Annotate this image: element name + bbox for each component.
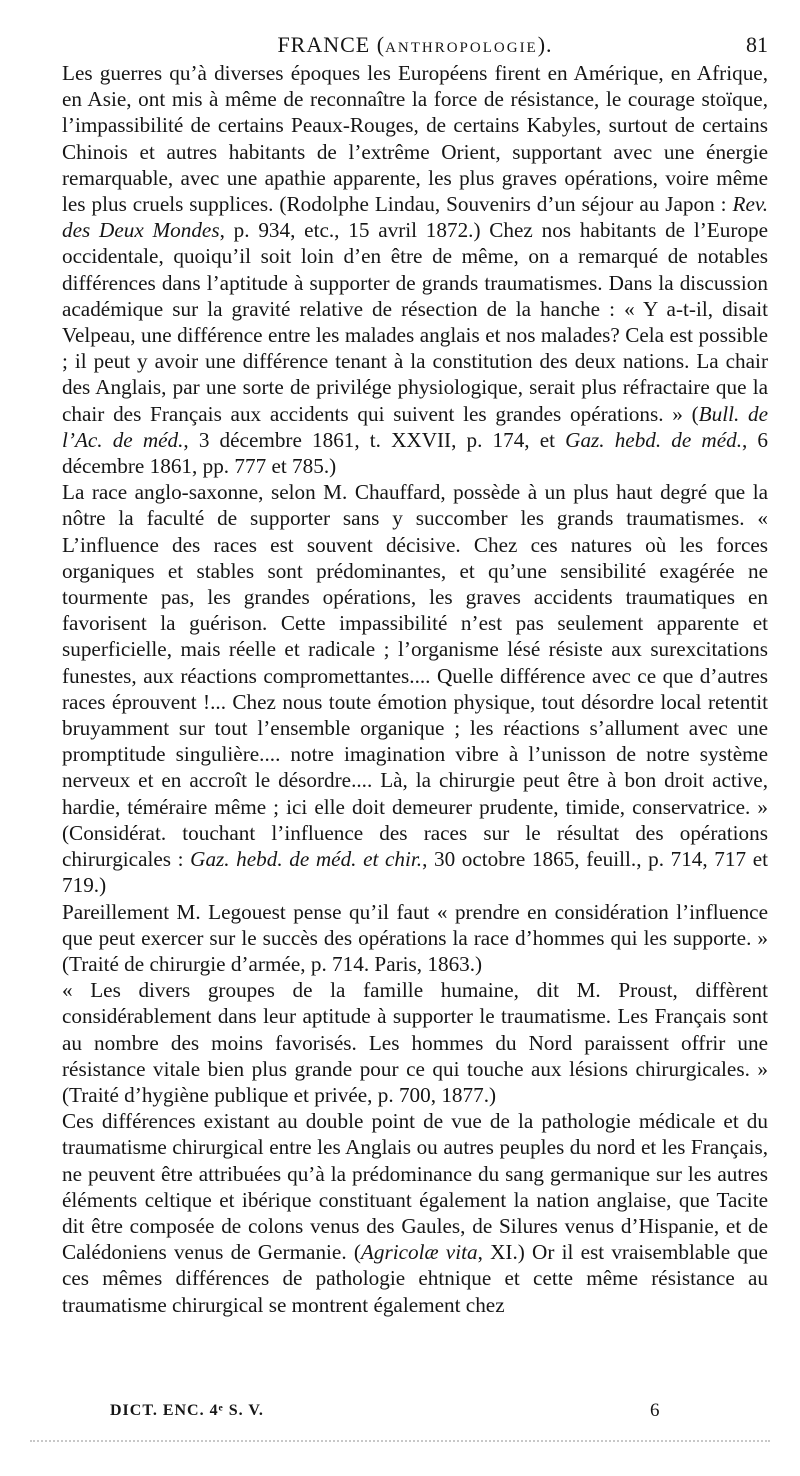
sheet-number: 6 — [650, 1400, 660, 1421]
running-title — [62, 30, 768, 63]
text-run: , 6 décembre 1861, pp. 777 et 785.) — [62, 427, 769, 479]
italic-citation: Gaz. hebd. de méd. et chir. — [190, 847, 423, 872]
italic-citation: Rev. des Deux Mondes — [62, 192, 768, 243]
page-number: 81 — [746, 32, 768, 57]
italic-citation: Gaz. hebd. de méd. — [565, 427, 743, 452]
running-header — [62, 30, 768, 60]
text-run: , 30 octobre 1865, feuill., p. 714, 717 et 719.) — [62, 847, 768, 898]
text-run: Les guerres qu’à diverses époques les Européens firent en Amérique, en Afrique, en Asie, ont mis à même de reconnaître la force de résistance, le courage stoïque, l’impassibilité de certains Peaux-Rouges, de certains Kabyles, surtout de certains Chinois et autres habitants de l’extrême Orient, supportant avec une énergie remarquable, avec une apathie apparente, les plus graves opérations, voire même les plus cruels supplices. (Rodolphe Lindau, Souvenirs d’un séjour au Japon : — [62, 61, 768, 217]
text-run: « Les divers groupes de la famille humaine, dit M. Proust, diffèrent considérablement dans leur aptitude à supporter le traumatisme. Les Français sont au nombre des moins favorisés. Les hommes du Nord paraissent offrir une résistance vitale bien plus grande pour ce qui touche aux lésions chirurgicales. » (Traité d’hygiène publique et privée, p. 700, 1877.) — [62, 978, 768, 1107]
body-text — [62, 60, 768, 1318]
bleed-through-line — [30, 1440, 770, 1442]
text-run: La race anglo-saxonne, selon M. Chauffard, possède à un plus haut degré que la nôtre la faculté de supporter sans y succomber les grands traumatismes. « L’influence des races est souvent décisive. Chez ces natures où les forces organiques et stables sont prédominantes, et qu’une sensibilité exagérée ne tourmente pas, les grandes opérations, les graves accidents traumatiques en favorisent la guérison. Cette impassibilité n’est pas seulement apparente et superficielle, mais réelle et radicale ; l’organisme lésé résiste aux surexcitations funestes, aux réactions compromettantes.... Quelle différence avec ce que d’autres races éprouvent !... Chez nous toute émotion physique, tout désordre local retentit bruyamment sur tout l’ensemble organique ; les réactions s’allument avec une promptitude singulière.... notre imagination vibre à l’unisson de notre système nerveux et en accroît le désordre.... Là, la chirurgie peut être à bon droit active, hardie, téméraire même ; ici elle doit demeurer prudente, timide, conservatrice. » (Considérat. touchant l’influence des races sur le résultat des opérations chirurgicales : — [62, 480, 768, 872]
signature-mark: DICT. ENC. 4ᵉ S. V. — [110, 1402, 264, 1419]
text-run: Ces différences existant au double point de vue de la pathologie médicale et du traumatisme chirurgical entre les Anglais ou autres peuples du nord et les Français, ne peuvent être attribuées qu’à la prédominance du sang germanique sur les autres éléments celtique et ibérique constituant également la nation anglaise, que Tacite dit être composée de colons venus des Gaules, de Silures venus d’Hispanie, et de Calédoniens venus de Germanie. ( — [62, 1109, 768, 1265]
running-title-end: ). — [537, 32, 553, 57]
page-footer — [62, 1398, 768, 1424]
paragraph — [62, 479, 768, 898]
text-run: , 3 décembre 1861, t. XXVII, p. 174, et — [183, 427, 566, 452]
text-run: Pareillement M. Legouest pense qu’il faut « prendre en considération l’influence que peut exercer sur le succès des opérations la race d’hommes qui les supporte. » (Traité de chirurgie d’armée, p. 714. Paris, 1863.) — [62, 899, 768, 976]
paragraph — [62, 899, 768, 978]
text-run: , p. 934, etc., 15 avril 1872.) Chez nos habitants de l’Europe occidentale, quoiqu’il soit loin d’en être de même, on a remarqué de notables différences dans l’aptitude à supporter de grands traumatismes. Dans la discussion académique sur la gravité relative de résection de la hanche : « Y a-t-il, disait Velpeau, une différence entre les malades anglais et nos malades? Cela est possible ; il peut y avoir une différence tenant à la constitution des deux nations. La chair des Anglais, par une sorte de privilége physiologique, serait plus réfractaire que la chair des Français aux accidents qui suivent les grandes opérations. » ( — [62, 218, 768, 426]
italic-citation: Bull. de l’Ac. de méd. — [62, 401, 769, 452]
italic-citation: Agricolæ vita — [360, 1240, 478, 1265]
text-run: , XI.) Or il est vraisemblable que ces mêmes différences de pathologie ehtnique et cette même résistance au traumatisme chirurgical se montrent également chez — [62, 1240, 768, 1317]
running-title-smallcaps: ANTHROPOLOGIE — [385, 40, 538, 56]
running-title-main: FRANCE ( — [277, 32, 386, 57]
paragraph — [62, 977, 768, 1108]
paragraph — [62, 1108, 768, 1318]
paragraph — [62, 60, 768, 479]
